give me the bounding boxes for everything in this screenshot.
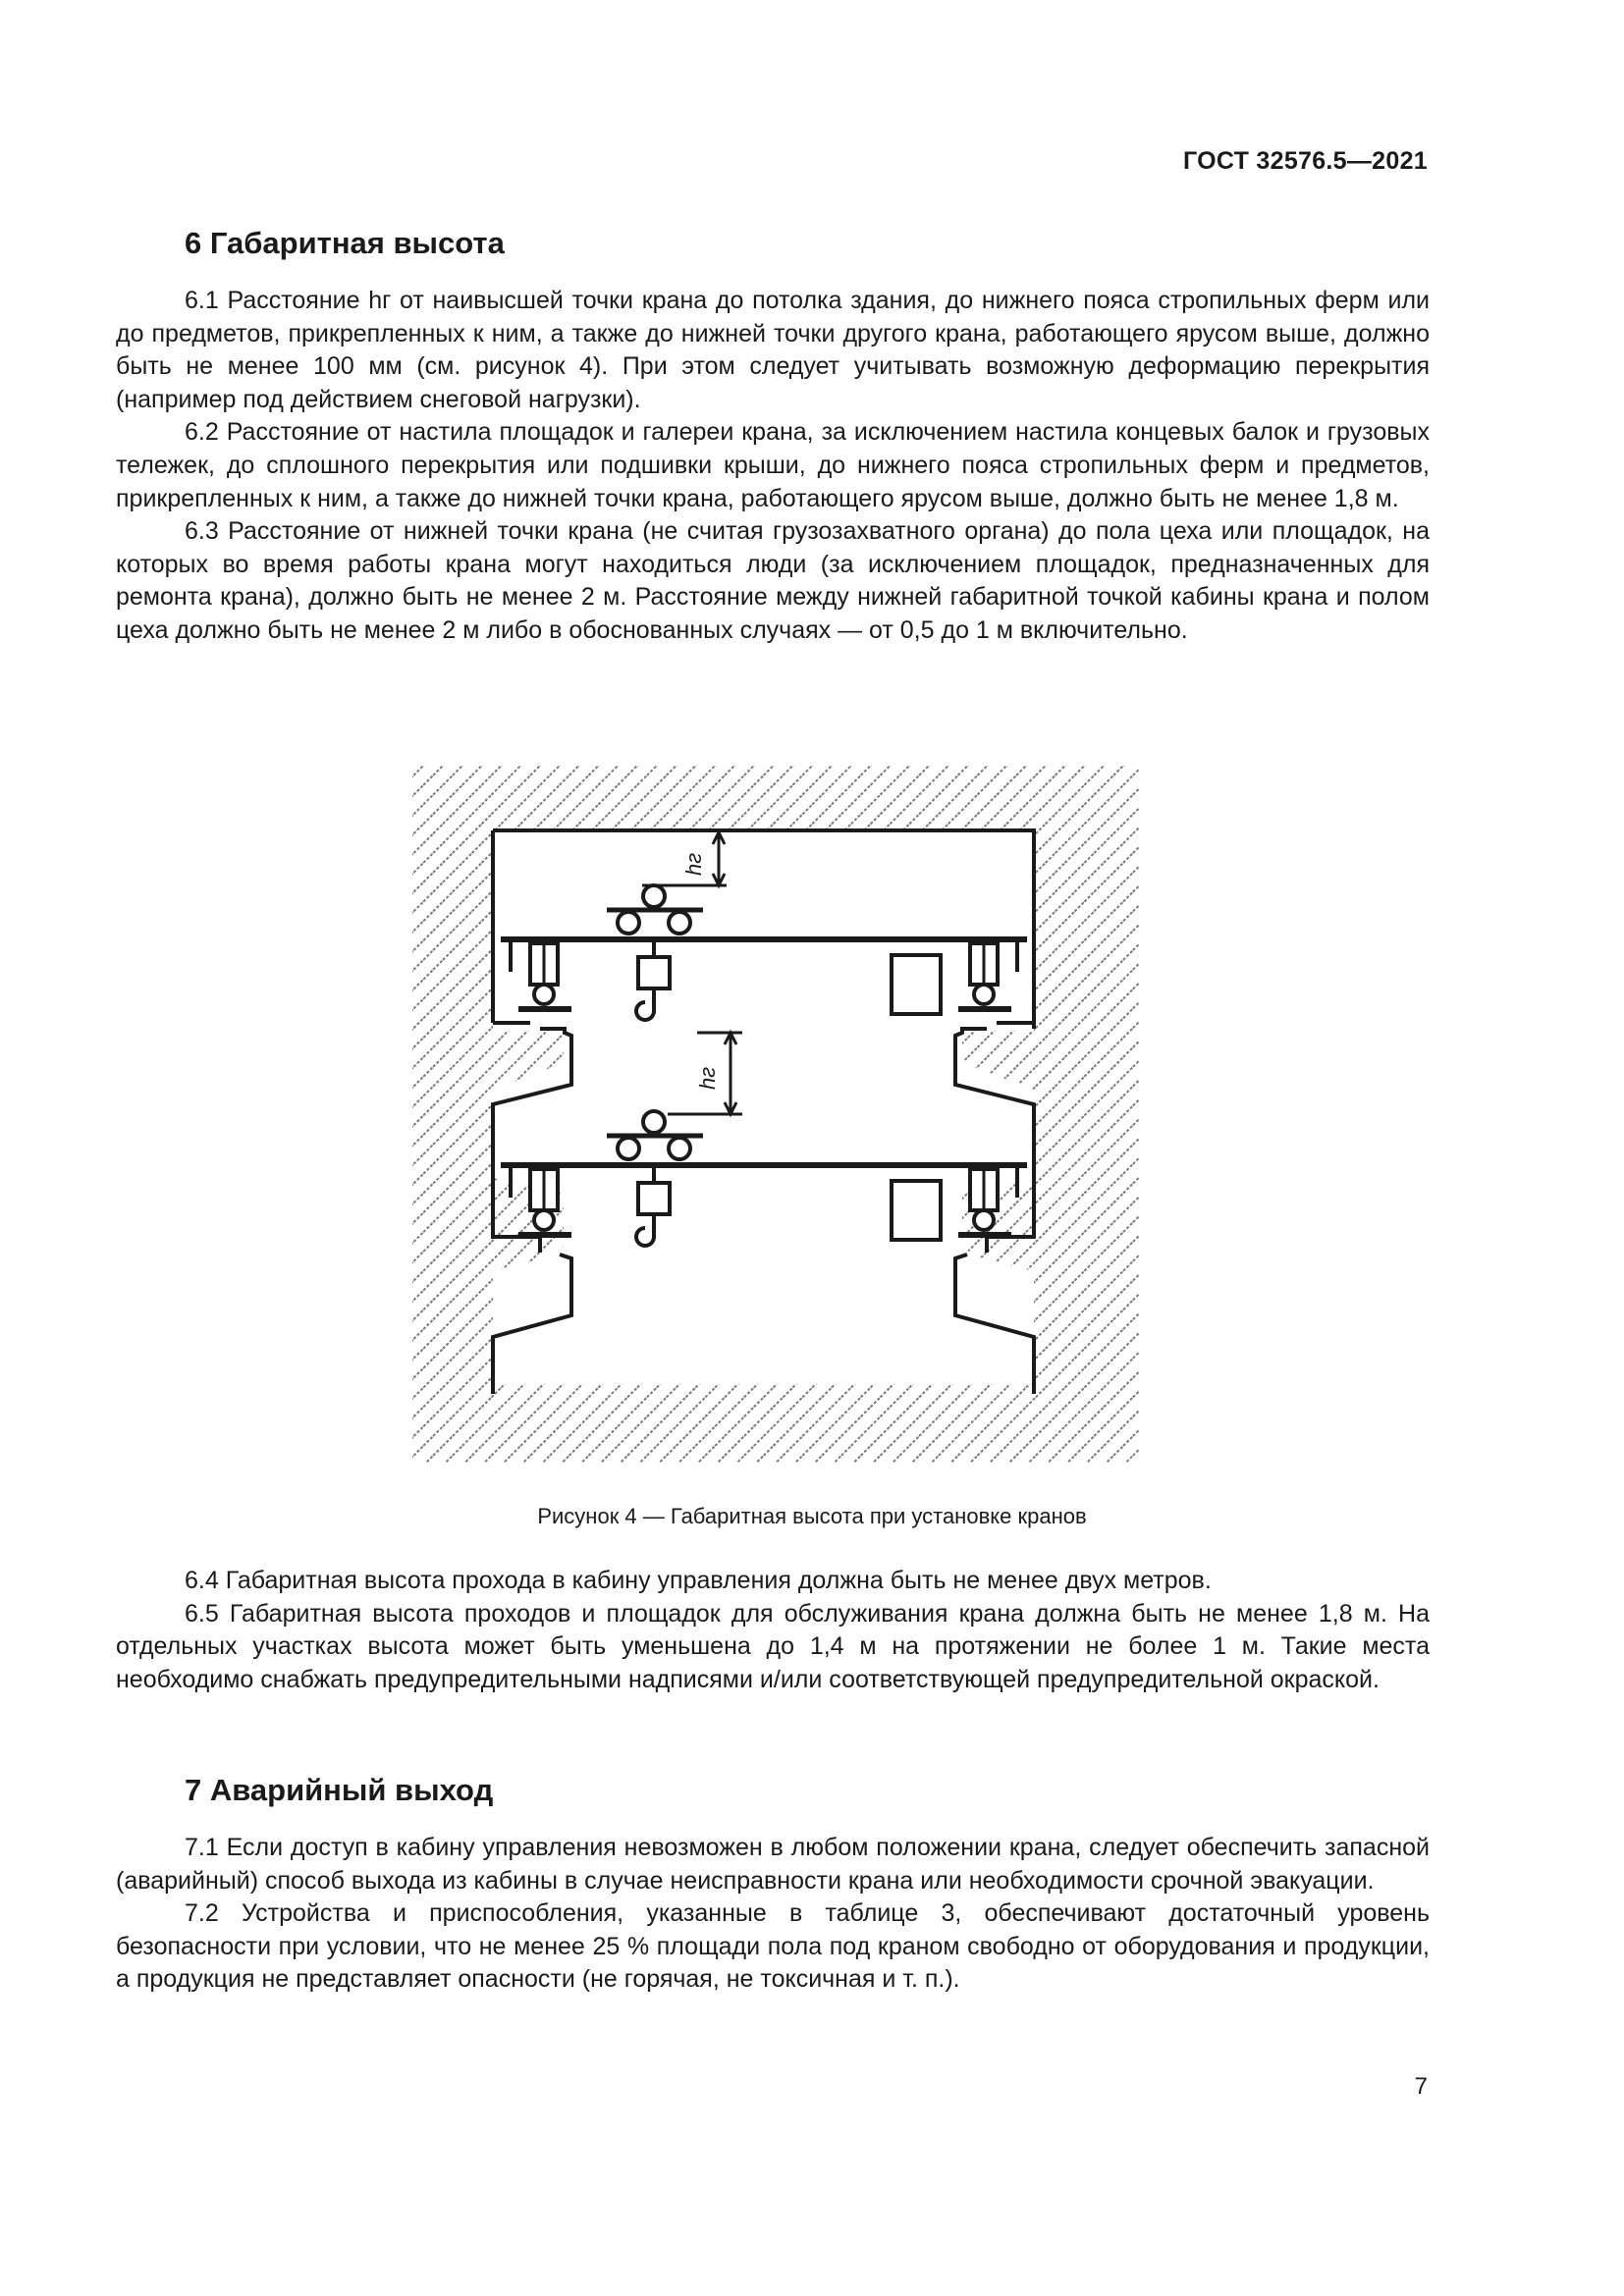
- left-wall-contour: [493, 830, 571, 1394]
- lower-crane: [501, 1111, 1027, 1246]
- figure-crane-clearance: [403, 766, 1149, 1478]
- section-6-body-bottom: [116, 1565, 1430, 1696]
- ceiling-line: [493, 830, 1034, 1029]
- paragraph-6-2: 6.2 Расстояние от настила площадок и галереи крана, за исключением настила концевых балок и грузовых тележек, до сплошного перекрытия или подшивки крыши, до нижнего пояса стропильных ферм и предметов, прикрепленных к ним, а также до нижней точки крана, работающего ярусом выше, должно быть не менее 1,8 м.: [116, 418, 1430, 512]
- paragraph-7-2: 7.2 Устройства и приспособления, указанные в таблице 3, обеспечивают достаточный уровень безопасности при условии, что не менее 25 % площади пола под краном свободно от оборудования и продукции, а продукция не представляет опасности (не горячая, не токсичная и т. п.).: [116, 1899, 1430, 1994]
- crane-clearance-diagram: [403, 766, 1149, 1478]
- section-7-heading: 7 Аварийный выход: [185, 1773, 494, 1807]
- paragraph-7-1: 7.1 Если доступ в кабину управления невозможен в любом положении крана, следует обеспечить запасной (аварийный) способ выхода из кабины в случае неисправности крана или необходимости срочной эвакуации.: [116, 1834, 1430, 1895]
- dimension-mid: [668, 1033, 742, 1114]
- page-number: 7: [1414, 2073, 1428, 2100]
- building-hatch: [412, 766, 1139, 1463]
- figure-caption: Рисунок 4 — Габаритная высота при установке кранов: [537, 1504, 1087, 1528]
- section-7-body: [116, 1832, 1430, 1997]
- dimension-top: [642, 832, 727, 885]
- upper-crane: [501, 885, 1027, 1020]
- paragraph-6-5: 6.5 Габаритная высота проходов и площадок для обслуживания крана должна быть не менее 1,8 м. На отдельных участках высота может быть уменьшена до 1,4 м на протяжении не более 1 м. Такие места необходимо снабжать предупредительными надписями и/или соответствующей предупредительной окраской.: [116, 1599, 1430, 1693]
- paragraph-6-1: 6.1 Расстояние hг от наивысшей точки крана до потолка здания, до нижнего пояса стропильных ферм или до предметов, прикрепленных к ним, а также до нижней точки другого крана, работающего ярусом выше, должно быть не менее 100 мм (см. рисунок 4). При этом следует учитывать возможную деформацию перекрытия (например под действием снеговой нагрузки).: [116, 287, 1430, 413]
- dimension-label-mid: hг: [695, 1066, 720, 1090]
- section-6-heading: 6 Габаритная высота: [185, 226, 505, 260]
- paragraph-6-4: 6.4 Габаритная высота прохода в кабину управления должна быть не менее двух метров.: [185, 1567, 1212, 1594]
- dimension-label-top: hг: [681, 852, 706, 876]
- section-6-body-top: [116, 285, 1430, 648]
- standard-code: ГОСТ 32576.5—2021: [1182, 147, 1428, 175]
- paragraph-6-3: 6.3 Расстояние от нижней точки крана (не считая грузозахватного органа) до пола цеха или площадок, на которых во время работы крана могут находиться люди (за исключением площадок, предназначенных для ремонта крана), должно быть не менее 2 м. Расстояние между нижней габаритной точкой кабины крана и полом цеха должно быть не менее 2 м либо в обоснованных случаях — от 0,5 до 1 м включительно.: [116, 517, 1430, 644]
